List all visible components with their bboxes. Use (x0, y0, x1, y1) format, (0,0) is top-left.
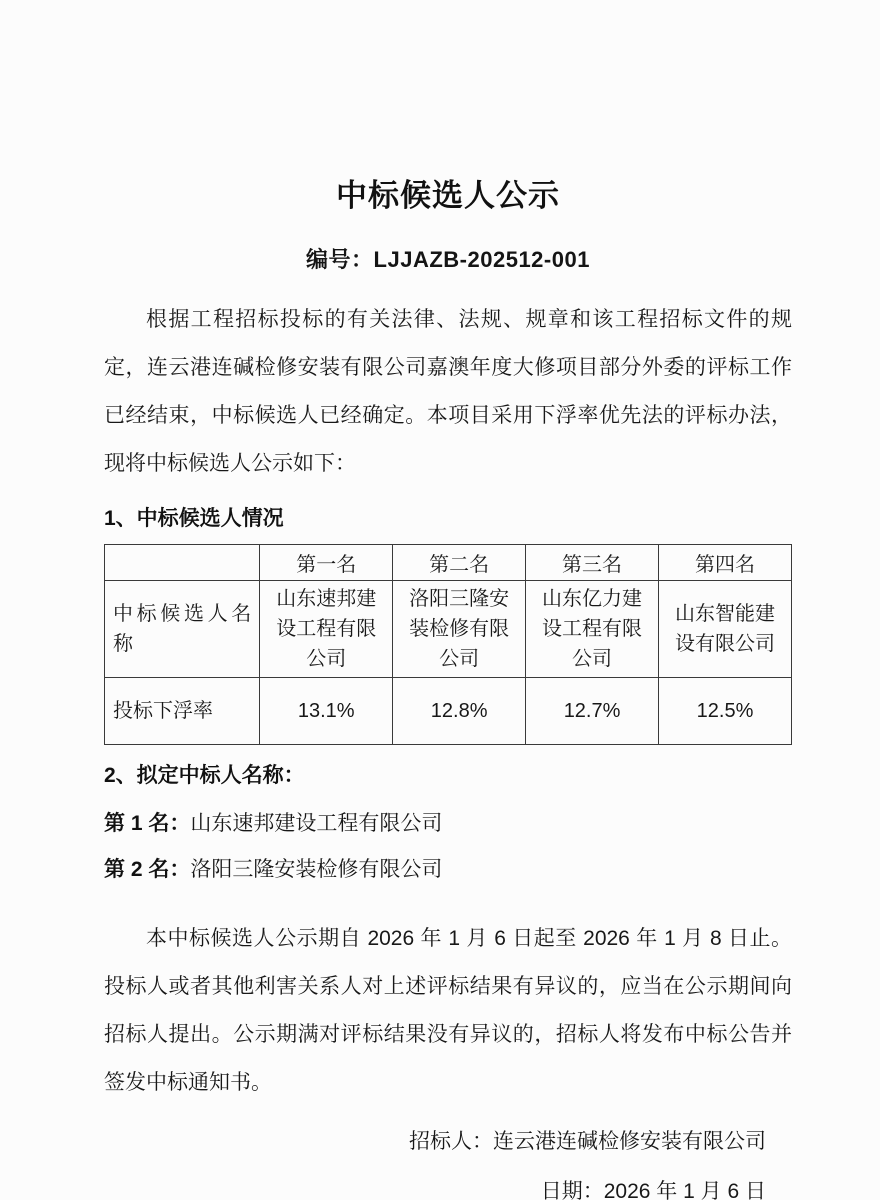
tenderer-signature-line: 招标人：连云港连碱检修安装有限公司 (409, 1130, 766, 1153)
table-corner-cell (105, 545, 260, 581)
section1-heading: 1、中标候选人情况 (104, 507, 284, 530)
candidate-name-row (105, 581, 792, 678)
date-line: 日期：2026 年 1 月 6 日 (540, 1180, 766, 1200)
rank-header-3: 第三名 (526, 545, 659, 581)
section2-heading: 2、拟定中标人名称： (104, 764, 305, 787)
closing-paragraph: 本中标候选人公示期自 2026 年 1 月 6 日起至 2026 年 1 月 8 日止。投标人或者其他利害关系人对上述评标结果有异议的，应当在公示期间向招标人提出。公示期满对评标结果没有异议的，招标人将发布中标公告并签发中标通知书。 (104, 927, 792, 1094)
candidate-name-1: 山东速邦建设工程有限公司 (260, 581, 393, 678)
document-title: 中标候选人公示 (336, 178, 560, 213)
intro-paragraph: 根据工程招标投标的有关法律、法规、规章和该工程招标文件的规定，连云港连碱检修安装有限公司嘉澳年度大修项目部分外委的评标工作已经结束，中标候选人已经确定。本项目采用下浮率优先法的评标办法，现将中标候选人公示如下： (104, 308, 792, 475)
discount-rate-3: 12.7% (526, 678, 659, 745)
winner-2-name: 洛阳三隆安装检修有限公司 (190, 858, 443, 881)
winner-line-1 (104, 801, 792, 847)
candidates-table (104, 544, 792, 745)
rank-header-4: 第四名 (659, 545, 792, 581)
candidate-name-2: 洛阳三隆安装检修有限公司 (393, 581, 526, 678)
candidate-name-4: 山东智能建设有限公司 (659, 581, 792, 678)
candidate-name-row-label: 中标候选人名称 (105, 581, 260, 678)
winner-line-2 (104, 847, 792, 893)
winner-1-rank-label: 第 1 名： (104, 812, 191, 835)
winner-1-name: 山东速邦建设工程有限公司 (190, 812, 443, 835)
candidate-name-3: 山东亿力建设工程有限公司 (526, 581, 659, 678)
discount-rate-4: 12.5% (659, 678, 792, 745)
winner-2-rank-label: 第 2 名： (104, 858, 191, 881)
document-number: 编号：LJJAZB-202512-001 (306, 247, 590, 272)
rank-header-1: 第一名 (260, 545, 393, 581)
discount-rate-row (105, 678, 792, 745)
rank-header-2: 第二名 (393, 545, 526, 581)
signature-block (104, 1117, 792, 1200)
discount-rate-1: 13.1% (260, 678, 393, 745)
discount-rate-row-label: 投标下浮率 (105, 678, 260, 745)
table-header-row (105, 545, 792, 581)
discount-rate-2: 12.8% (393, 678, 526, 745)
